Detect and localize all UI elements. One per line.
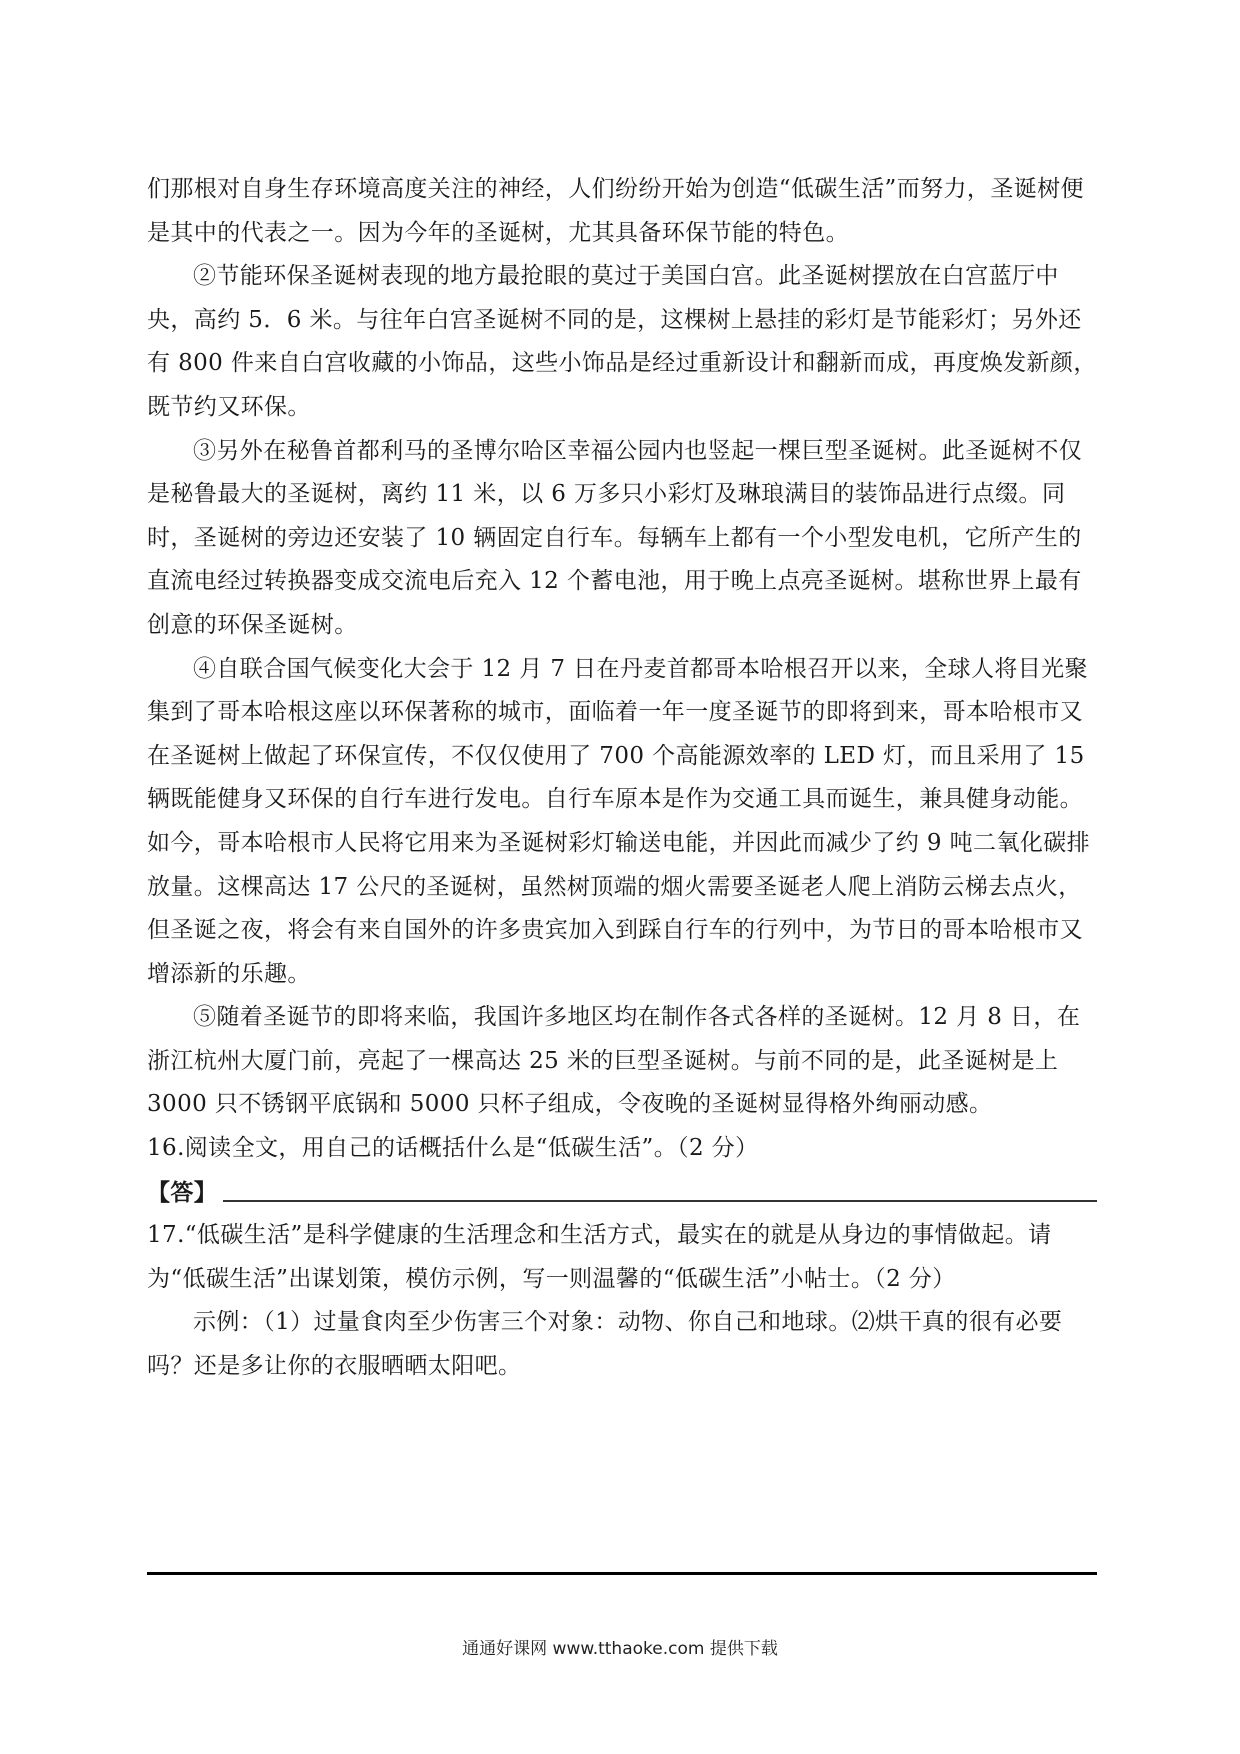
question-16: 16.阅读全文，用自己的话概括什么是“低碳生活”。（2 分） [147, 1135, 759, 1162]
answer-blank-line[interactable] [223, 1176, 1097, 1202]
answer-row [147, 1171, 1097, 1215]
example-text: 示例：（1）过量食肉至少伤害三个对象：动物、你自己和地球。⑵烘干真的很有必要吗？还是多让你的衣服晒晒太阳吧。 [147, 1309, 1063, 1380]
paragraph-1-continued: 们那根对自身生存环境高度关注的神经，人们纷纷开始为创造“低碳生活”而努力，圣诞树便是其中的代表之一。因为今年的圣诞树，尤其具备环保节能的特色。 [147, 176, 1084, 246]
paragraph-5: ⑤随着圣诞节的即将来临，我国许多地区均在制作各式各样的圣诞树。12 月 8 日，在浙江杭州大厦门前，亮起了一棵高达 25 米的巨型圣诞树。与前不同的是，此圣诞树是上 3000 只不锈钢平底锅和 5000 只杯子组成，令夜晚的圣诞树显得格外绚丽动感。 [147, 1004, 1081, 1118]
document-body [147, 168, 1097, 1389]
answer-label: 【答】 [147, 1178, 218, 1206]
question-17: 17.“低碳生活”是科学健康的生活理念和生活方式，最实在的就是从身边的事情做起。请为“低碳生活”出谋划策，模仿示例，写一则温馨的“低碳生活”小帖士。（2 分） [147, 1222, 1052, 1292]
footer-divider [147, 1572, 1097, 1575]
paragraph-2: ②节能环保圣诞树表现的地方最抢眼的莫过于美国白宫。此圣诞树摆放在白宫蓝厅中央，高约 5．6 米。与往年白宫圣诞树不同的是，这棵树上悬挂的彩灯是节能彩灯；另外还有 800 件来自白宫收藏的小饰品，这些小饰品是经过重新设计和翻新而成，再度焕发新颜，既节约又环保。 [147, 263, 1097, 420]
footer-credit: 通通好课网 www.tthaoke.com 提供下载 [462, 1639, 778, 1659]
paragraph-4: ④自联合国气候变化大会于 12 月 7 日在丹麦首都哥本哈根召开以来，全球人将目光聚集到了哥本哈根这座以环保著称的城市，面临着一年一度圣诞节的即将到来，哥本哈根市又在圣诞树上做起了环保宣传，不仅仅使用了 700 个高能源效率的 LED 灯，而且采用了 15 辆既能健身又环保的自行车进行发电。自行车原本是作为交通工具而诞生，兼具健身动能。如今，哥本哈根市人民将它用来为圣诞树彩灯输送电能，并因此而减少了约 9 吨二氧化碳排放量。这棵高达 17 公尺的圣诞树，虽然树顶端的烟火需要圣诞老人爬上消防云梯去点火，但圣诞之夜，将会有来自国外的许多贵宾加入到踩自行车的行列中，为节日的哥本哈根市又增添新的乐趣。 [147, 655, 1091, 987]
paragraph-3: ③另外在秘鲁首都利马的圣博尔哈区幸福公园内也竖起一棵巨型圣诞树。此圣诞树不仅是秘鲁最大的圣诞树，离约 11 米，以 6 万多只小彩灯及琳琅满目的装饰品进行点缀。同时，圣诞树的旁边还安装了 10 辆固定自行车。每辆车上都有一个小型发电机，它所产生的直流电经过转换器变成交流电后充入 12 个蓄电池，用于晚上点亮圣诞树。堪称世界上最有创意的环保圣诞树。 [147, 437, 1083, 638]
